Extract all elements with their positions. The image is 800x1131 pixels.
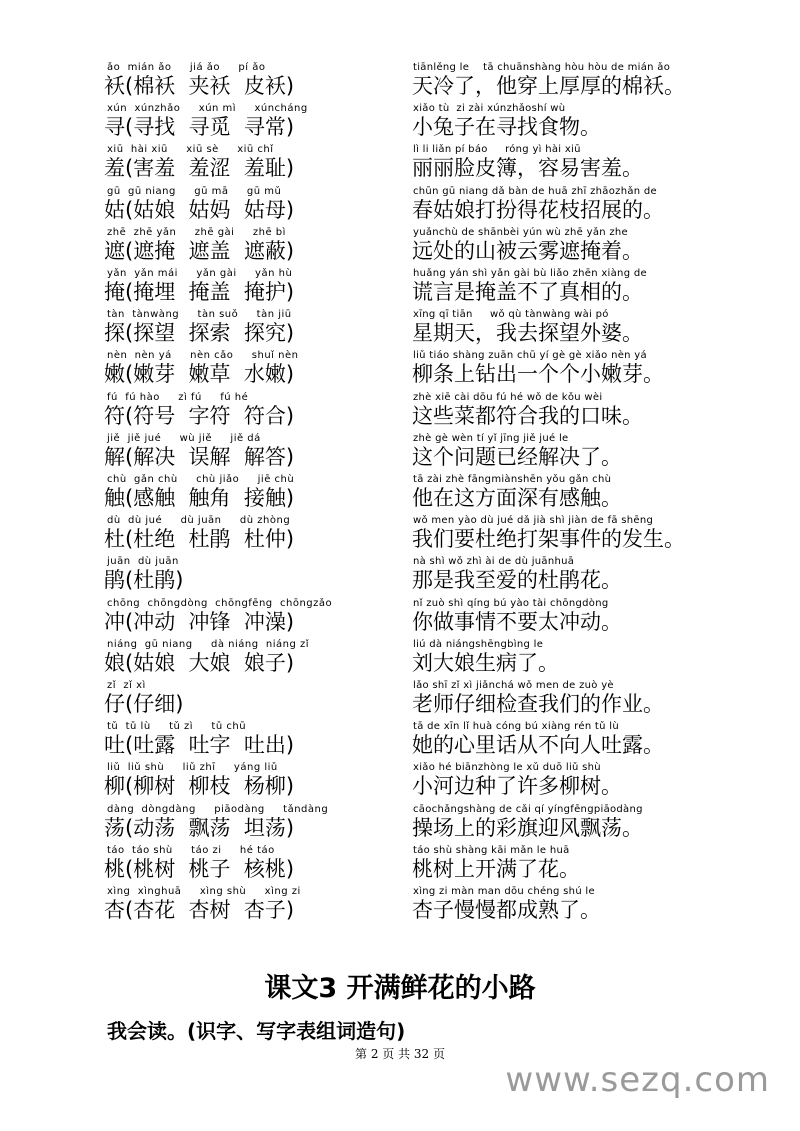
sentence-hanzi: 你做事情不要太冲动。 bbox=[412, 609, 622, 634]
sentence-pinyin: nà shì wǒ zhì ài de dù juānhuā bbox=[413, 556, 575, 568]
watermark: www.sezq.com bbox=[505, 1060, 770, 1100]
word-hanzi: 杏(杏花 杏树 杏子) bbox=[104, 898, 295, 922]
section-title: 课文3 开满鲜花的小路 bbox=[264, 973, 536, 1004]
sentence-pinyin: tiānlěng le tā chuānshàng hòu hòu de mián ǎo bbox=[413, 62, 671, 73]
word-hanzi: 探(探望 探索 探究) bbox=[104, 321, 295, 346]
word-hanzi: 仔(仔细) bbox=[104, 692, 184, 716]
sentence-hanzi: 刘大娘生病了。 bbox=[412, 650, 559, 675]
vocab-entry bbox=[0, 186, 800, 227]
word-hanzi: 姑(姑娘 姑妈 姑母) bbox=[104, 197, 295, 222]
sentence-hanzi: 那是我至爱的杜鹃花。 bbox=[412, 568, 622, 593]
word-hanzi: 掩(掩埋 掩盖 掩护) bbox=[104, 280, 295, 304]
word-hanzi: 鹃(杜鹃) bbox=[104, 568, 184, 593]
vocab-entry bbox=[0, 556, 800, 597]
word-pinyin: nèn nèn yá nèn cǎo shuǐ nèn bbox=[107, 350, 299, 362]
vocab-entry bbox=[0, 309, 800, 350]
sentence-hanzi: 杏子慢慢都成熟了。 bbox=[412, 898, 601, 922]
sentence-pinyin: xìng zi màn man dōu chéng shú le bbox=[413, 886, 595, 897]
vocab-entry bbox=[0, 350, 800, 391]
word-pinyin: xún xúnzhǎo xún mì xúncháng bbox=[107, 103, 308, 115]
word-hanzi: 羞(害羞 羞涩 羞耻) bbox=[104, 156, 295, 181]
word-hanzi: 遮(遮掩 遮盖 遮蔽) bbox=[104, 238, 295, 263]
sentence-hanzi: 这些菜都符合我的口味。 bbox=[412, 403, 643, 428]
sentence-hanzi: 老师仔细检查我们的作业。 bbox=[412, 692, 664, 716]
vocab-entry bbox=[0, 515, 800, 556]
vocab-entry bbox=[0, 268, 800, 309]
sentence-hanzi: 桃树上开满了花。 bbox=[412, 856, 580, 881]
vocab-entry bbox=[0, 433, 800, 474]
sentence-pinyin: táo shù shàng kāi mǎn le huā bbox=[413, 844, 570, 856]
page-footer: 第 2 页 共 32 页 bbox=[355, 1047, 445, 1061]
word-hanzi: 柳(柳树 柳枝 杨柳) bbox=[104, 774, 295, 799]
vocab-entry bbox=[0, 103, 800, 144]
word-pinyin: chù gǎn chù chù jiǎo jiē chù bbox=[107, 474, 295, 485]
vocab-entry bbox=[0, 598, 800, 639]
word-hanzi: 杜(杜绝 杜鹃 杜仲) bbox=[104, 527, 295, 552]
sentence-hanzi: 这个问题已经解决了。 bbox=[412, 444, 622, 469]
vocab-entry bbox=[0, 227, 800, 268]
word-pinyin: dàng dòngdàng piāodàng tǎndàng bbox=[107, 803, 329, 815]
word-hanzi: 娘(姑娘 大娘 娘子) bbox=[104, 650, 295, 675]
sentence-pinyin: lì li liǎn pí báo róng yì hài xiū bbox=[413, 144, 581, 156]
sentence-pinyin: xiǎo tù zi zài xúnzhǎoshí wù bbox=[413, 103, 566, 115]
sentence-hanzi: 星期天，我去探望外婆。 bbox=[412, 321, 643, 346]
word-pinyin: gū gū niang gū mā gū mǔ bbox=[107, 185, 282, 197]
vocab-entry bbox=[0, 762, 800, 803]
word-hanzi: 寻(寻找 寻觅 寻常) bbox=[104, 115, 295, 140]
sentence-pinyin: tā zài zhè fāngmiànshēn yǒu gǎn chù bbox=[413, 474, 612, 485]
word-pinyin: tǔ tǔ lù tǔ zì tǔ chū bbox=[107, 721, 247, 733]
sentence-hanzi: 操场上的彩旗迎风飘荡。 bbox=[412, 815, 643, 840]
vocab-entry bbox=[0, 845, 800, 886]
word-pinyin: jiě jiě jué wù jiě jiě dá bbox=[107, 432, 261, 444]
vocab-entry bbox=[0, 721, 800, 762]
word-hanzi: 吐(吐露 吐字 吐出) bbox=[104, 733, 295, 758]
sentence-hanzi: 小河边种了许多柳树。 bbox=[412, 774, 622, 799]
vocab-entry bbox=[0, 144, 800, 185]
vocab-entry bbox=[0, 639, 800, 680]
word-pinyin: fú fú hào zì fú fú hé bbox=[107, 391, 249, 403]
sentence-pinyin: chūn gū niang dǎ bàn de huā zhī zhāozhǎn de bbox=[413, 185, 657, 197]
vocab-entry bbox=[0, 62, 800, 103]
vocab-entry bbox=[0, 886, 800, 927]
sentence-pinyin: nǐ zuò shì qíng bú yào tài chōngdòng bbox=[413, 597, 609, 609]
vocab-entry bbox=[0, 474, 800, 515]
sentence-pinyin: huǎng yán shì yǎn gài bù liǎo zhēn xiàng de bbox=[413, 268, 647, 279]
sentence-pinyin: yuǎnchù de shānbèi yún wù zhē yǎn zhe bbox=[413, 226, 629, 238]
sentence-pinyin: liǔ tiáo shàng zuān chū yí gè gè xiǎo nèn yá bbox=[413, 350, 647, 362]
word-hanzi: 荡(动荡 飘荡 坦荡) bbox=[104, 815, 295, 840]
word-pinyin: yǎn yǎn mái yǎn gài yǎn hù bbox=[107, 268, 293, 279]
word-hanzi: 符(符号 字符 符合) bbox=[104, 403, 295, 428]
word-pinyin: xiū hài xiū xiū sè xiū chǐ bbox=[107, 144, 274, 156]
word-pinyin: zǐ zǐ xì bbox=[107, 680, 146, 691]
sentence-hanzi: 春姑娘打扮得花枝招展的。 bbox=[412, 197, 664, 222]
sentence-hanzi: 他在这方面深有感触。 bbox=[412, 486, 622, 510]
sentence-pinyin: liú dà niángshēngbìng le bbox=[413, 638, 544, 650]
sentence-hanzi: 我们要杜绝打架事件的发生。 bbox=[412, 527, 685, 552]
word-pinyin: juān dù juān bbox=[107, 556, 179, 568]
sentence-pinyin: zhè xiē cài dōu fú hé wǒ de kǒu wèi bbox=[413, 391, 603, 403]
sentence-hanzi: 丽丽脸皮簿，容易害羞。 bbox=[412, 156, 643, 181]
word-hanzi: 嫩(嫩芽 嫩草 水嫩) bbox=[104, 362, 295, 387]
word-pinyin: niáng gū niang dà niáng niáng zǐ bbox=[107, 638, 310, 650]
sentence-hanzi: 谎言是掩盖不了真相的。 bbox=[412, 280, 643, 304]
word-pinyin: tàn tànwàng tàn suǒ tàn jiū bbox=[107, 309, 292, 321]
sentence-pinyin: zhè gè wèn tí yǐ jīng jiě jué le bbox=[413, 432, 569, 444]
sentence-hanzi: 远处的山被云雾遮掩着。 bbox=[412, 238, 643, 263]
word-pinyin: táo táo shù táo zi hé táo bbox=[107, 844, 275, 856]
sentence-hanzi: 天冷了，他穿上厚厚的棉袄。 bbox=[412, 74, 685, 98]
exercise-subheading: 我会读。(识字、写字表组词造句) bbox=[107, 1019, 406, 1043]
vocab-entry bbox=[0, 392, 800, 433]
vocab-entry bbox=[0, 680, 800, 721]
word-hanzi: 桃(桃树 桃子 核桃) bbox=[104, 856, 295, 881]
sentence-pinyin: xīng qī tiān wǒ qù tànwàng wài pó bbox=[413, 309, 609, 321]
sentence-pinyin: cāochǎngshàng de cǎi qí yíngfēngpiāodàng bbox=[413, 803, 643, 815]
sentence-pinyin: tā de xīn lǐ huà cóng bú xiàng rén tǔ lù bbox=[413, 721, 619, 733]
sentence-hanzi: 她的心里话从不向人吐露。 bbox=[412, 733, 664, 758]
word-pinyin: xìng xìnghuā xìng shù xìng zi bbox=[107, 886, 301, 897]
sentence-pinyin: xiǎo hé biānzhòng le xǔ duō liǔ shù bbox=[413, 762, 601, 774]
word-pinyin: dù dù jué dù juān dù zhòng bbox=[107, 515, 291, 527]
word-pinyin: liǔ liǔ shù liǔ zhī yáng liǔ bbox=[107, 762, 278, 774]
sentence-hanzi: 小兔子在寻找食物。 bbox=[412, 115, 601, 140]
word-hanzi: 解(解决 误解 解答) bbox=[104, 444, 295, 469]
word-hanzi: 触(感触 触角 接触) bbox=[104, 486, 295, 510]
vocab-entry bbox=[0, 804, 800, 845]
word-hanzi: 袄(棉袄 夹袄 皮袄) bbox=[104, 74, 295, 98]
sentence-pinyin: lǎo shī zǐ xì jiǎnchá wǒ men de zuò yè bbox=[413, 680, 614, 691]
word-pinyin: ǎo mián ǎo jiá ǎo pí ǎo bbox=[107, 62, 266, 73]
word-pinyin: zhē zhē yǎn zhē gài zhē bì bbox=[107, 226, 286, 238]
word-hanzi: 冲(冲动 冲锋 冲澡) bbox=[104, 609, 295, 634]
word-pinyin: chōng chōngdòng chōngfēng chōngzǎo bbox=[107, 597, 333, 609]
sentence-hanzi: 柳条上钻出一个个小嫩芽。 bbox=[412, 362, 664, 387]
sentence-pinyin: wǒ men yào dù jué dǎ jià shì jiàn de fā shēng bbox=[413, 515, 654, 527]
